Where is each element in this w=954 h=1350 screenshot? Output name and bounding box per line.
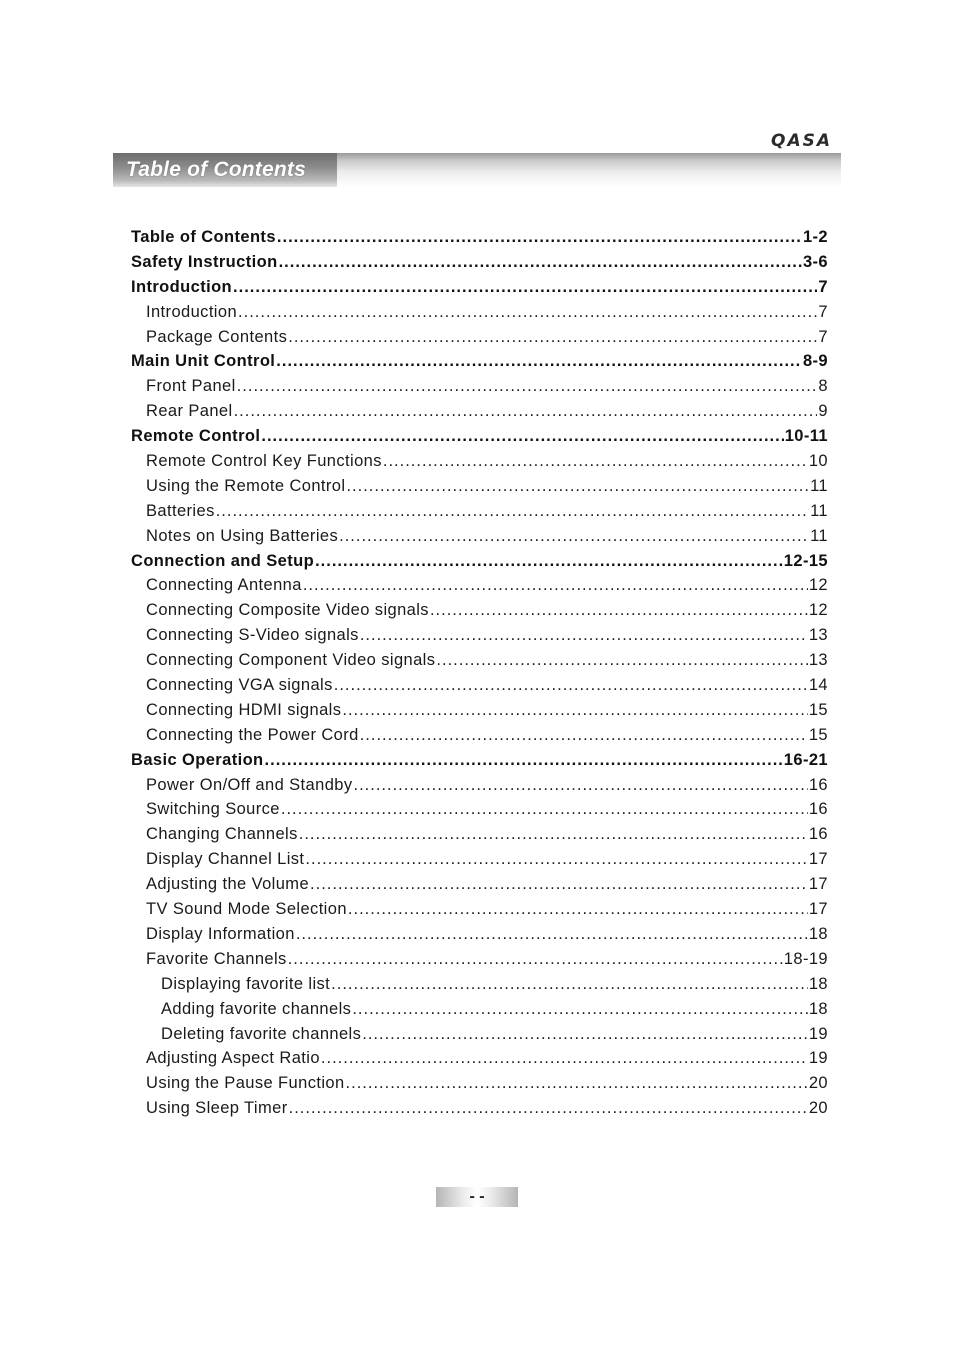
toc-entry-page: 12-15 (783, 551, 828, 570)
toc-entry-title: Using the Remote Control (146, 476, 346, 495)
toc-entry-page: 19 (808, 1049, 828, 1068)
toc-entry-title: Notes on Using Batteries (146, 526, 339, 545)
brand-logo: QASA (771, 131, 833, 151)
toc-entry-page: 16 (808, 775, 828, 794)
toc-entry[interactable] (131, 972, 828, 997)
toc-entry[interactable] (131, 872, 828, 897)
toc-entry[interactable] (131, 449, 828, 474)
toc-entry[interactable] (131, 648, 828, 673)
toc-entry-title: Display Channel List (146, 850, 305, 869)
toc-entry-title: TV Sound Mode Selection (146, 900, 347, 919)
toc-section[interactable] (131, 748, 828, 773)
toc-entry-page: 18 (808, 999, 828, 1018)
dot-leader (276, 349, 802, 374)
toc-entry[interactable] (131, 1096, 828, 1121)
toc-entry[interactable] (131, 598, 828, 623)
toc-entry-title: Using the Pause Function (146, 1074, 345, 1093)
toc-entry-page: 12 (808, 576, 828, 595)
toc-entry-page: 8 (818, 377, 828, 396)
toc-entry-page: 15 (808, 700, 828, 719)
dot-leader (348, 897, 808, 922)
toc-entry[interactable] (131, 300, 828, 325)
dot-leader (436, 648, 807, 673)
toc-entry-page: 17 (808, 900, 828, 919)
dot-leader (296, 922, 808, 947)
toc-entry-page: 16 (808, 825, 828, 844)
toc-entry-page: 9 (818, 402, 828, 421)
toc-entry-page: 17 (808, 850, 828, 869)
dot-leader (305, 847, 807, 872)
toc-entry-title: Adding favorite channels (161, 999, 352, 1018)
dot-leader (360, 623, 808, 648)
dot-leader (334, 673, 808, 698)
toc-entry[interactable] (131, 623, 828, 648)
toc-entry[interactable] (131, 573, 828, 598)
dot-leader (299, 822, 808, 847)
toc-entry-title: Adjusting Aspect Ratio (146, 1049, 320, 1068)
toc-entry-page: 1-2 (802, 228, 828, 246)
toc-entry-page: 16-21 (783, 750, 828, 769)
toc-entry-title: Connecting HDMI signals (146, 700, 342, 719)
dot-leader (346, 474, 809, 499)
toc-entry-title: Rear Panel (146, 402, 233, 421)
toc-entry-title: Table of Contents (131, 228, 276, 246)
toc-entry-page: 8-9 (802, 352, 828, 371)
dot-leader (362, 1022, 808, 1047)
toc-entry[interactable] (131, 374, 828, 399)
toc-entry-page: 7 (818, 302, 828, 321)
toc-section[interactable] (131, 250, 828, 275)
dot-leader (383, 449, 808, 474)
dot-leader (346, 1071, 808, 1096)
dot-leader (281, 797, 808, 822)
toc-entry-title: Using Sleep Timer (146, 1099, 288, 1118)
toc-entry-title: Safety Instruction (131, 252, 278, 271)
toc-entry-title: Adjusting the Volume (146, 875, 310, 894)
toc-entry-title: Connecting Component Video signals (146, 651, 436, 670)
toc-entry[interactable] (131, 698, 828, 723)
toc-entry-page: 17 (808, 875, 828, 894)
toc-entry-title: Remote Control (131, 427, 261, 446)
toc-entry-page: 10 (808, 452, 828, 471)
toc-entry-page: 20 (808, 1099, 828, 1118)
dot-leader (310, 872, 808, 897)
toc-entry-page: 3-6 (802, 252, 828, 271)
toc-entry-title: Basic Operation (131, 750, 264, 769)
dot-leader (233, 275, 817, 300)
toc-entry[interactable] (131, 773, 828, 798)
dot-leader (430, 598, 808, 623)
toc-entry-title: Main Unit Control (131, 352, 276, 371)
toc-entry[interactable] (131, 797, 828, 822)
toc-entry-page: 11 (810, 476, 828, 495)
toc-entry-page: 13 (808, 651, 828, 670)
toc-entry-title: Connecting VGA signals (146, 676, 333, 695)
toc-entry-title: Connection and Setup (131, 551, 315, 570)
toc-entry-title: Connecting Composite Video signals (146, 601, 429, 620)
dot-leader (277, 225, 802, 250)
toc-section[interactable] (131, 275, 828, 300)
toc-entry-title: Display Information (146, 924, 295, 943)
toc-entry[interactable] (131, 1022, 828, 1047)
dot-leader (342, 698, 807, 723)
dot-leader (321, 1046, 808, 1071)
dot-leader (288, 325, 817, 350)
dot-leader (216, 499, 809, 524)
toc-section[interactable] (131, 549, 828, 574)
dot-leader (261, 424, 783, 449)
toc-entry-page: 11 (810, 501, 828, 520)
toc-section[interactable] (131, 424, 828, 449)
toc-entry-title: Favorite Channels (146, 949, 287, 968)
toc-entry-title: Changing Channels (146, 825, 298, 844)
dot-leader (303, 573, 808, 598)
toc-entry-page: 7 (818, 277, 828, 296)
toc-entry[interactable] (131, 1071, 828, 1096)
toc-section[interactable] (131, 349, 828, 374)
dot-leader (279, 250, 802, 275)
toc-entry[interactable] (131, 897, 828, 922)
toc-entry-title: Connecting the Power Cord (146, 725, 359, 744)
toc-entry-page: 7 (818, 327, 828, 346)
toc-entry[interactable] (131, 524, 828, 549)
toc-entry-page: 15 (808, 725, 828, 744)
toc-entry-title: Deleting favorite channels (161, 1024, 362, 1043)
toc-entry[interactable] (131, 499, 828, 524)
toc-entry-title: Remote Control Key Functions (146, 452, 382, 471)
toc-entry[interactable] (131, 723, 828, 748)
dot-leader (354, 773, 808, 798)
toc-entry-title: Batteries (146, 501, 215, 520)
toc-entry-page: 18 (808, 924, 828, 943)
dot-leader (289, 1096, 808, 1121)
toc-entry-page: 18-19 (783, 949, 828, 968)
dot-leader (238, 300, 817, 325)
dot-leader (237, 374, 818, 399)
toc-entry-page: 18 (808, 974, 828, 993)
toc-entry-title: Switching Source (146, 800, 280, 819)
toc-entry-title: Front Panel (146, 377, 236, 396)
toc-entry-page: 16 (808, 800, 828, 819)
toc-entry-page: 10-11 (784, 427, 828, 446)
dot-leader (352, 997, 808, 1022)
toc-entry[interactable] (131, 997, 828, 1022)
toc-entry-title: Connecting S-Video signals (146, 626, 359, 645)
toc-entry-page: 14 (808, 676, 828, 695)
toc-entry[interactable] (131, 822, 828, 847)
toc-entry[interactable] (131, 325, 828, 350)
dot-leader (339, 524, 809, 549)
dot-leader (360, 723, 808, 748)
toc-entry-page: 20 (808, 1074, 828, 1093)
toc-entry-title: Connecting Antenna (146, 576, 302, 595)
toc-entry-title: Introduction (146, 302, 238, 321)
toc-entry[interactable] (131, 399, 828, 424)
dot-leader (234, 399, 818, 424)
toc-entry[interactable] (131, 474, 828, 499)
toc-section[interactable] (131, 225, 828, 250)
toc-entry[interactable] (131, 847, 828, 872)
table-of-contents (131, 225, 828, 1121)
toc-entry-page: 13 (808, 626, 828, 645)
toc-entry-title: Package Contents (146, 327, 288, 346)
dot-leader (331, 972, 808, 997)
toc-entry[interactable] (131, 922, 828, 947)
toc-entry-title: Introduction (131, 277, 233, 296)
toc-entry-title: Displaying favorite list (161, 974, 331, 993)
dot-leader (315, 549, 783, 574)
toc-entry[interactable] (131, 947, 828, 972)
toc-entry[interactable] (131, 1046, 828, 1071)
page-number: - - (436, 1187, 518, 1207)
toc-entry-page: 11 (810, 526, 828, 545)
toc-entry[interactable] (131, 673, 828, 698)
dot-leader (288, 947, 783, 972)
toc-entry-title: Power On/Off and Standby (146, 775, 353, 794)
page-title: Table of Contents (126, 158, 306, 181)
toc-entry-page: 19 (808, 1024, 828, 1043)
toc-entry-page: 12 (808, 601, 828, 620)
dot-leader (265, 748, 783, 773)
